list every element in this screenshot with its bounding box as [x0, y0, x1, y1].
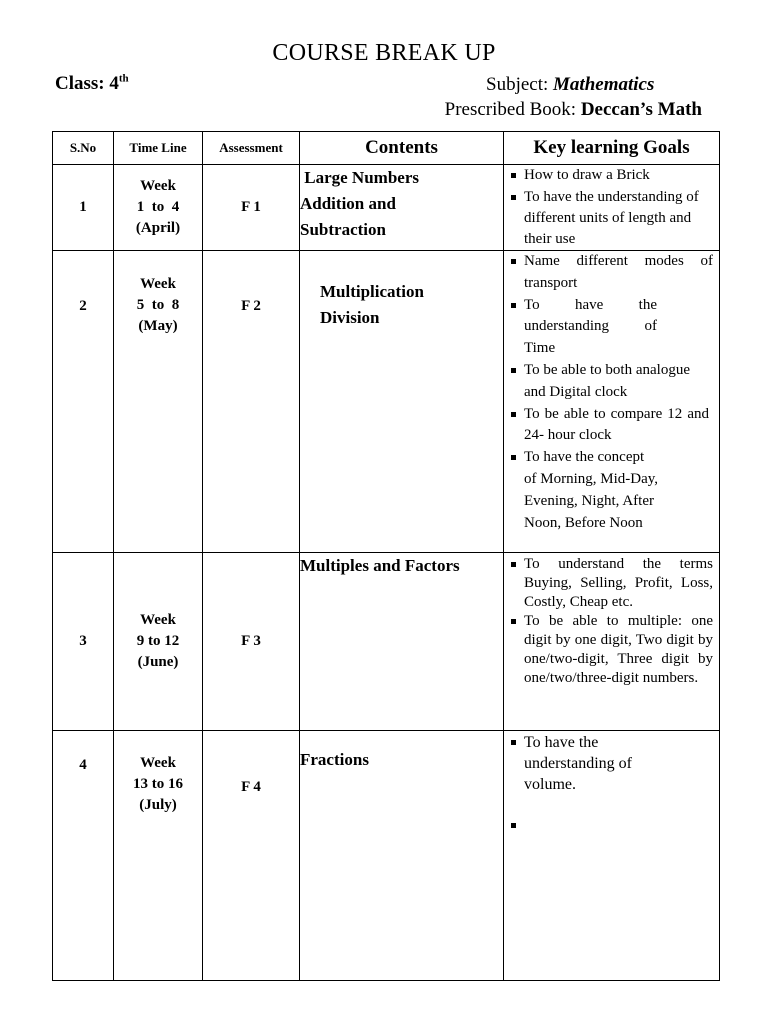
week-range: 5 to 8 [136, 297, 180, 313]
column-header-sno: S.No [53, 132, 114, 165]
content-line: Large Numbers [300, 168, 419, 187]
week-label: Week [140, 178, 176, 194]
row-goals [504, 165, 720, 251]
content-line: Multiplication [320, 282, 424, 301]
column-header-key-learning-goals: Key learning Goals [504, 132, 720, 165]
goals-list [504, 165, 719, 250]
goals-list [504, 732, 719, 836]
goal-item: To have the understanding of different units of length and their use [504, 187, 719, 250]
table-row [53, 731, 720, 981]
table-header-row [53, 132, 720, 165]
table-row [53, 251, 720, 553]
goals-list [504, 251, 719, 534]
row-sno: 4 [53, 731, 114, 981]
goal-item: Name different modes of transport [504, 251, 719, 295]
week-label: Week [140, 612, 176, 628]
row-sno: 2 [53, 251, 114, 553]
week-range: 13 to 16 [133, 776, 183, 792]
goal-item: To be able to both analogue and Digital clock [504, 360, 719, 404]
row-assessment: F 4 [203, 731, 300, 981]
week-month: (July) [139, 797, 177, 813]
goal-item: To have the understanding of volume. [504, 732, 719, 795]
prescribed-book-line [445, 99, 702, 121]
row-assessment: F 2 [203, 251, 300, 553]
goal-item: To be able to compare 12 and 24- hour clock [504, 404, 719, 448]
row-goals [504, 731, 720, 981]
week-label: Week [140, 755, 176, 771]
book-label: Prescribed Book: [444, 99, 581, 120]
week-range: 1 to 4 [136, 199, 180, 215]
week-label: Week [140, 276, 176, 292]
row-contents [300, 553, 504, 731]
row-goals [504, 553, 720, 731]
row-contents [300, 731, 504, 981]
page-title: COURSE BREAK UP [272, 40, 496, 66]
subject-value: Mathematics [553, 74, 655, 95]
row-time-line [114, 731, 203, 981]
row-time-line [114, 553, 203, 731]
goal-item: How to draw a Brick [504, 165, 719, 186]
row-goals [504, 251, 720, 553]
row-assessment: F 3 [203, 553, 300, 731]
class-text: Class: 4 [55, 73, 119, 94]
row-sno: 1 [53, 165, 114, 251]
goal-item-empty [504, 815, 719, 836]
row-contents [300, 165, 504, 251]
content-line: Multiples and Factors [300, 556, 460, 575]
table-row [53, 553, 720, 731]
class-label [55, 73, 129, 95]
column-header-time-line: Time Line [114, 132, 203, 165]
class-superscript: th [118, 72, 129, 85]
week-month: (April) [135, 220, 181, 236]
goal-item: To be able to multiple: one digit by one digit, Two digit by one/two-digit, Three digit by one/two/three-digit numbers. [504, 612, 719, 688]
content-line: Addition and [300, 194, 396, 213]
book-value: Deccan’s Math [580, 99, 702, 120]
week-month: (June) [137, 654, 179, 670]
goal-item: To have the understanding of Time [504, 295, 719, 360]
goals-list [504, 555, 719, 688]
subject-line [486, 74, 654, 96]
column-header-assessment: Assessment [203, 132, 300, 165]
goal-item: To understand the terms Buying, Selling, Profit, Loss, Costly, Cheap etc. [504, 555, 719, 612]
column-header-contents: Contents [300, 132, 504, 165]
week-range: 9 to 12 [136, 633, 180, 649]
row-sno: 3 [53, 553, 114, 731]
course-table [52, 131, 720, 981]
table-row [53, 165, 720, 251]
row-contents [300, 251, 504, 553]
content-line: Fractions [300, 750, 369, 769]
content-line: Subtraction [300, 220, 386, 239]
week-month: (May) [138, 318, 178, 334]
goal-item: To have the concept of Morning, Mid-Day, Evening, Night, After Noon, Before Noon [504, 447, 719, 534]
row-assessment: F 1 [203, 165, 300, 251]
content-line: Division [320, 308, 380, 327]
row-time-line [114, 251, 203, 553]
row-time-line [114, 165, 203, 251]
subject-label: Subject: [486, 74, 554, 95]
